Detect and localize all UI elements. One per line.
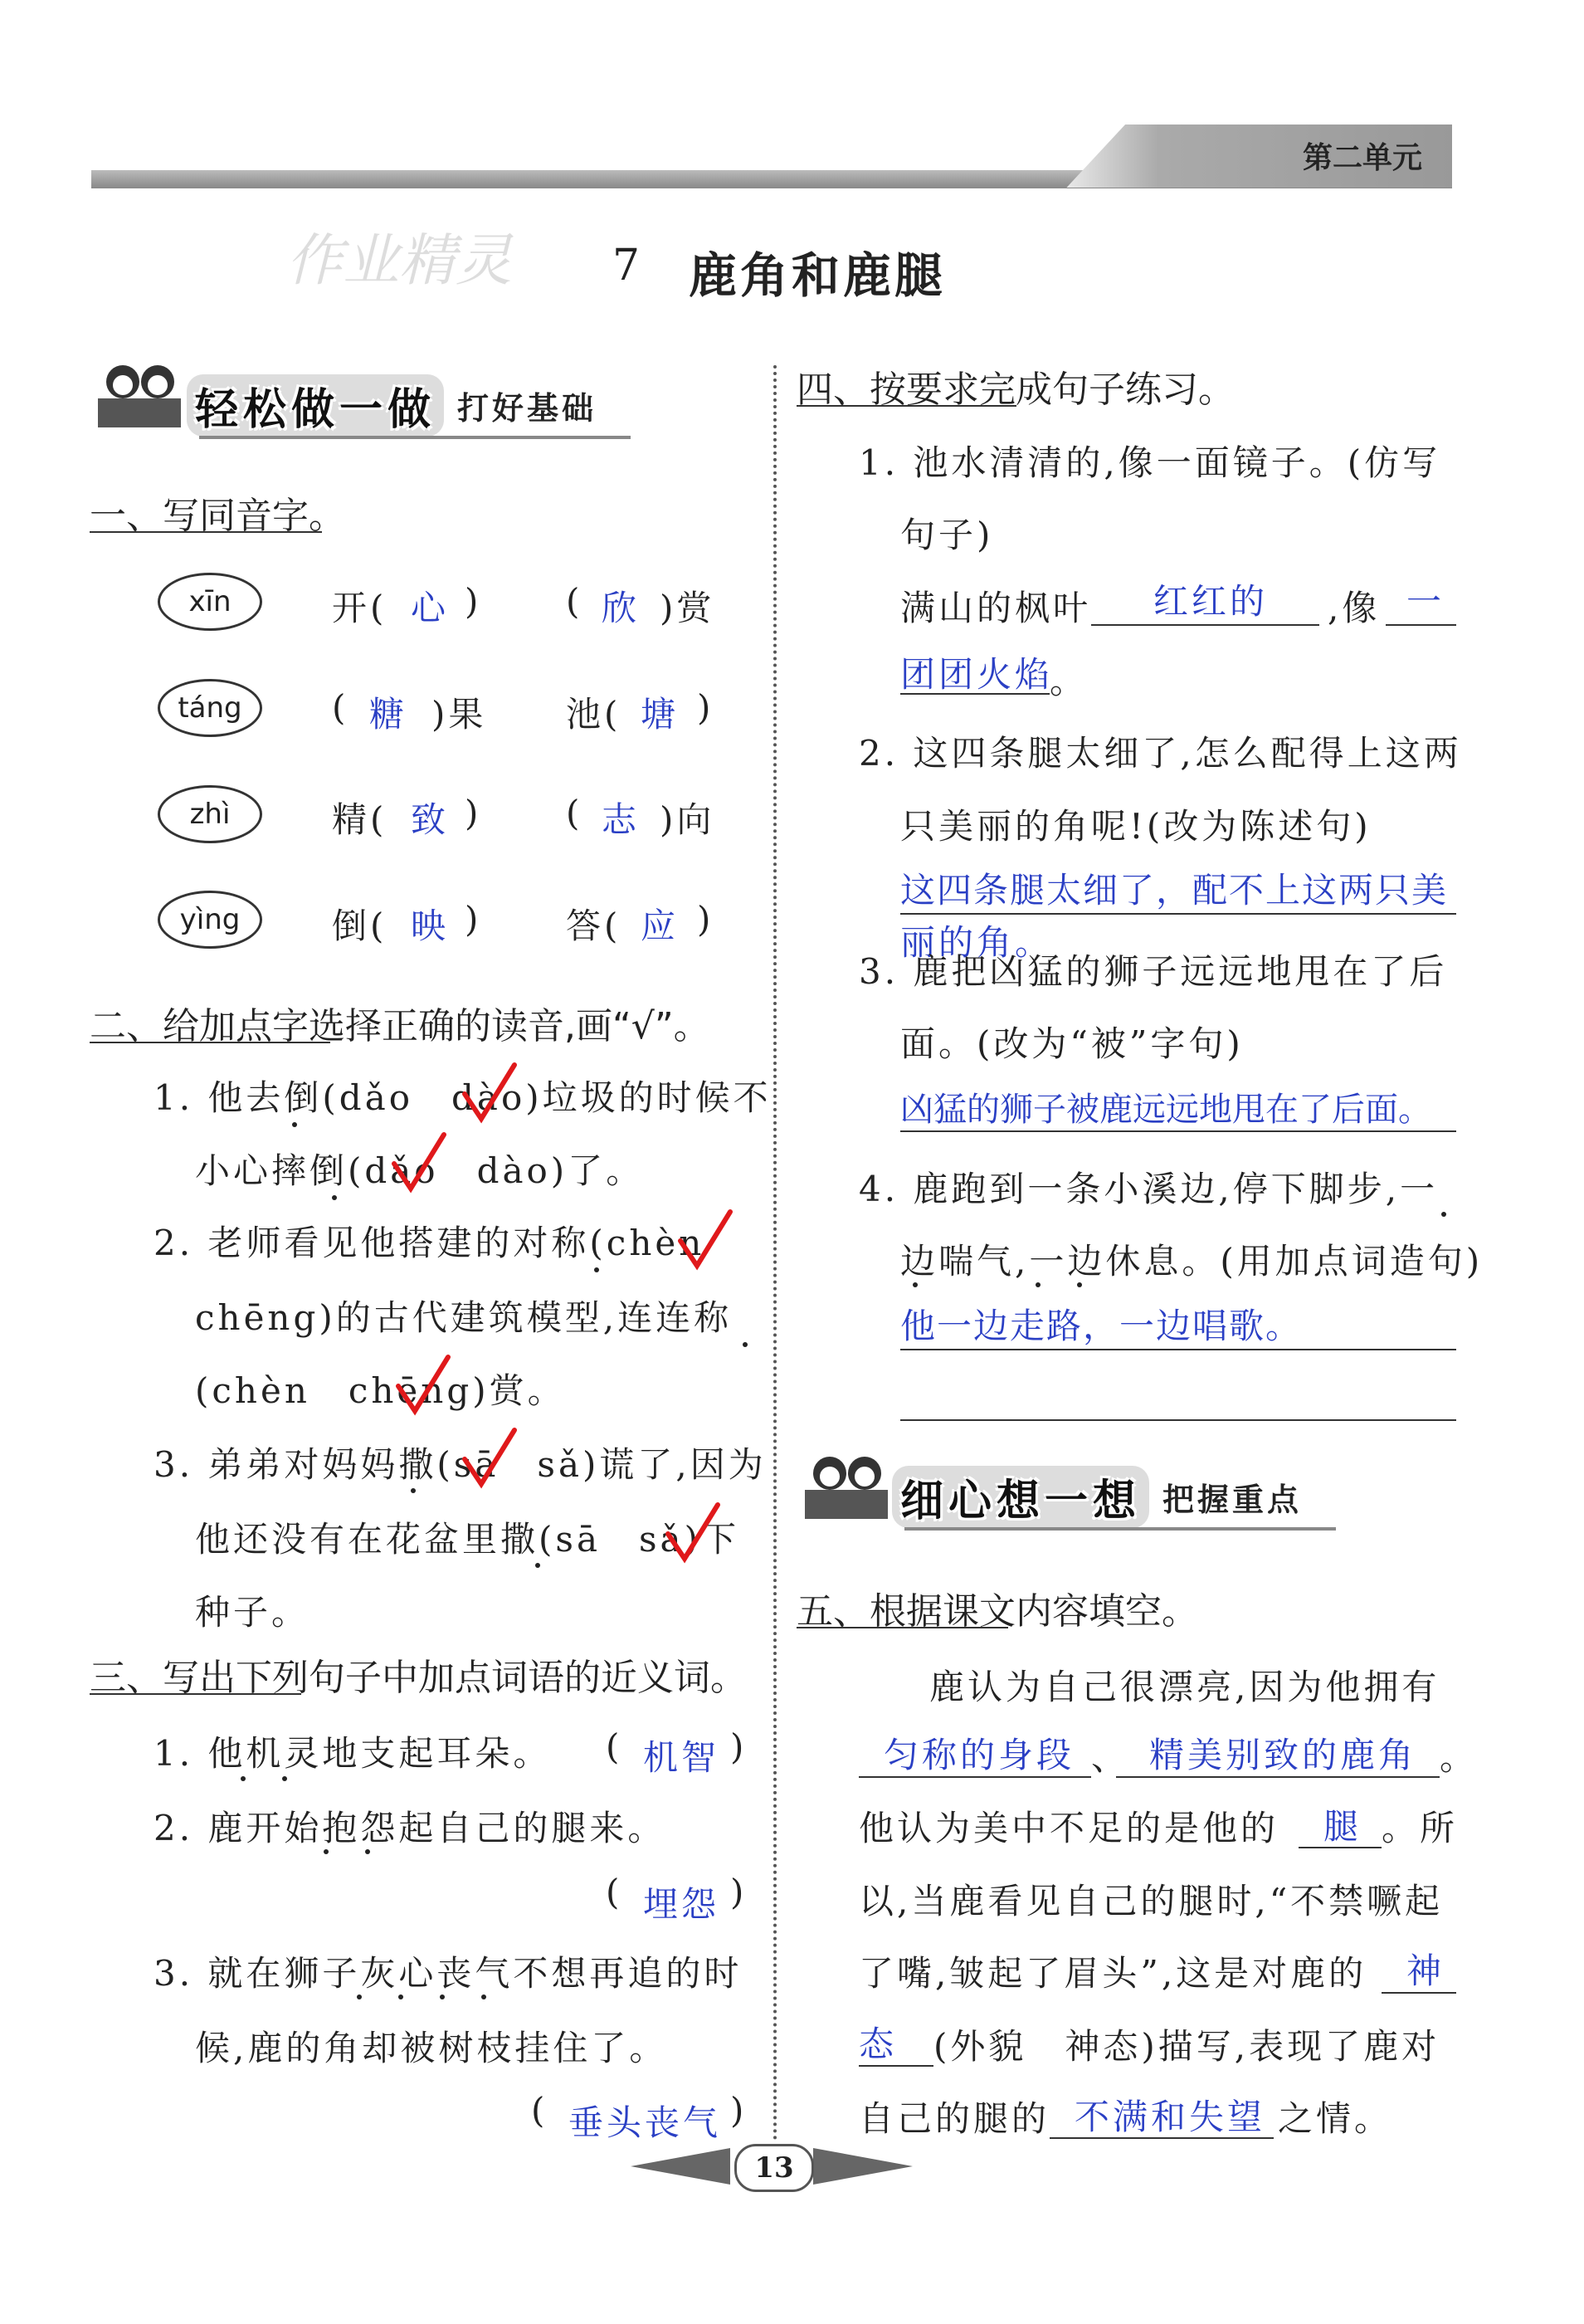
s1-r2-b-pre: 池( bbox=[566, 694, 621, 735]
s5-a3-blank bbox=[1299, 1847, 1382, 1848]
s4-q1-blank2 bbox=[1386, 624, 1456, 626]
pinyin-oval-1: xīn bbox=[158, 573, 262, 631]
s5-a2: 精美别致的鹿角 bbox=[1149, 1735, 1417, 1775]
banner-think-sub: 把握重点 bbox=[1162, 1481, 1303, 1518]
s4-a4: 他一边走路，一边唱歌。 bbox=[900, 1306, 1303, 1346]
s5-line-4: 以,当鹿看见自己的腿时,“不禁噘起 bbox=[859, 1881, 1444, 1921]
column-divider bbox=[773, 365, 777, 2141]
s4-q4-line1: 4. 鹿跑到一条小溪边,停下脚步,一 bbox=[859, 1169, 1439, 1209]
s5-line-7-pre: 自己的腿的 bbox=[859, 2098, 1050, 2139]
s2-line-7: 他还没有在花盆里撒(sā sǎ)下 bbox=[195, 1519, 739, 1560]
emphasis-dot bbox=[594, 1267, 599, 1272]
check-icon bbox=[461, 1061, 519, 1127]
s1-r4-a-pre: 倒( bbox=[332, 906, 387, 946]
s1-r3-a-pre: 精( bbox=[332, 799, 387, 840]
s2-line-5: (chèn chēng)赏。 bbox=[195, 1370, 566, 1411]
s5-a5: 不满和失望 bbox=[1075, 2097, 1266, 2137]
s2-line-1: 1. 他去倒(dǎo dào)垃圾的时候不 bbox=[154, 1077, 772, 1118]
lesson-title: 鹿角和鹿腿 bbox=[689, 247, 947, 304]
section-1-title: 一、写同音字。 bbox=[90, 495, 345, 537]
s1-r3-b-ans: 志 bbox=[602, 799, 641, 840]
s3-a3: 垂头丧气 bbox=[568, 2102, 722, 2143]
section-5-title: 五、根据课文内容填空。 bbox=[797, 1590, 1198, 1633]
emphasis-dot bbox=[411, 1488, 416, 1493]
s3-q3-line2: 候,鹿的角却被树枝挂住了。 bbox=[195, 2028, 668, 2068]
emphasis-dot bbox=[1441, 1212, 1446, 1217]
banner-think-title: 细心想一想 bbox=[892, 1466, 1149, 1528]
s4-q1-blank3 bbox=[900, 693, 1050, 695]
s2-line-8: 种子。 bbox=[195, 1592, 310, 1633]
page-number: 13 bbox=[754, 2151, 794, 2185]
emphasis-dot bbox=[241, 1776, 246, 1781]
s4-a3: 凶猛的狮子被鹿远远地甩在了后面。 bbox=[900, 1091, 1431, 1129]
emphasis-dot bbox=[292, 1122, 297, 1127]
watermark: 作业精灵 bbox=[286, 228, 513, 294]
s1-r1-b-ans: 欣 bbox=[602, 588, 641, 628]
s1-r2-b-ans: 塘 bbox=[641, 694, 680, 735]
s1-r1-a-ans: 心 bbox=[411, 588, 450, 628]
s3-a1: 机智 bbox=[643, 1737, 720, 1778]
s5-a2-blank bbox=[1116, 1776, 1440, 1778]
s3-q1-close: ) bbox=[730, 1726, 748, 1767]
check-icon bbox=[664, 1501, 722, 1567]
s4-q1-ans2: 一 bbox=[1406, 581, 1445, 622]
s2-line-6: 3. 弟弟对妈妈撒(sā sǎ)谎了,因为 bbox=[154, 1444, 767, 1485]
s1-r4-b-ans: 应 bbox=[641, 906, 680, 946]
s4-q1-blank bbox=[1091, 624, 1319, 626]
s3-q2-close: ) bbox=[730, 1872, 748, 1912]
emphasis-dot bbox=[324, 1849, 329, 1854]
s5-a5-blank bbox=[1050, 2137, 1274, 2139]
s5-line-3-post: 。所 bbox=[1382, 1808, 1459, 1848]
s5-a3: 腿 bbox=[1323, 1806, 1362, 1847]
s5-a1: 匀称的身段 bbox=[884, 1735, 1075, 1775]
check-icon bbox=[676, 1208, 734, 1274]
s4-a4-blank bbox=[900, 1349, 1456, 1350]
banner-practice-title: 轻松做一做 bbox=[187, 374, 444, 437]
s4-q3-line1: 3. 鹿把凶猛的狮子远远地甩在了后 bbox=[859, 951, 1448, 992]
s1-r3-a-ans: 致 bbox=[411, 799, 450, 840]
s3-q3-line1: 3. 就在狮子灰心丧气不想再追的时 bbox=[154, 1953, 743, 1994]
s4-q1-line2: 句子) bbox=[900, 515, 994, 555]
s5-line-1: 鹿认为自己很漂亮,因为他拥有 bbox=[929, 1667, 1440, 1707]
emphasis-dot bbox=[743, 1342, 748, 1347]
s1-r1-b-pre: ( bbox=[566, 581, 583, 622]
s3-q1: 1. 他机灵地支起耳朵。 bbox=[154, 1733, 552, 1774]
s4-q1-pre: 满山的枫叶 bbox=[900, 588, 1092, 628]
emphasis-dot bbox=[357, 1994, 362, 1999]
s5-line-7-post: 之情。 bbox=[1278, 2098, 1393, 2139]
s4-q1-ans: 红红的 bbox=[1153, 581, 1269, 622]
section-2-title: 二、给加点字选择正确的读音,画“√”。 bbox=[90, 1005, 710, 1047]
s5-line-6-post: (外貌 神态)描写,表现了鹿对 bbox=[933, 2026, 1440, 2067]
s3-q3-close: ) bbox=[730, 2090, 748, 2131]
emphasis-dot bbox=[282, 1776, 287, 1781]
s1-r2-b-post: ) bbox=[697, 687, 714, 728]
s1-r1-b-post: )赏 bbox=[660, 588, 715, 628]
s4-a4-blank2 bbox=[900, 1419, 1456, 1421]
s1-r1-a-post: ) bbox=[465, 581, 482, 622]
s1-r4-b-pre: 答( bbox=[566, 906, 621, 946]
s1-r2-a-ans: 糖 bbox=[369, 694, 408, 735]
section-5-underline bbox=[797, 1627, 1008, 1628]
s1-r3-a-post: ) bbox=[465, 793, 482, 833]
emphasis-dot bbox=[535, 1563, 540, 1568]
s1-r3-b-pre: ( bbox=[566, 793, 583, 833]
page-number-badge bbox=[734, 2144, 814, 2192]
s5-a1-blank bbox=[859, 1776, 1091, 1778]
s4-a3-blank bbox=[900, 1130, 1456, 1132]
s5-line-3-pre: 他认为美中不足的是他的 bbox=[859, 1808, 1279, 1848]
s5-sep: 、 bbox=[1091, 1737, 1130, 1778]
s2-line-3: 2. 老师看见他搭建的对称(chèn bbox=[154, 1223, 705, 1263]
s4-q1-end: 。 bbox=[1050, 661, 1089, 701]
s5-a4-blank bbox=[1382, 1992, 1456, 1994]
banner-underline bbox=[199, 436, 631, 439]
emphasis-dot bbox=[332, 1195, 337, 1200]
s4-a2-line1: 这四条腿太细了，配不上这两只美 bbox=[900, 870, 1449, 911]
s5-line-5-pre: 了嘴,皱起了眉头”,这是对鹿的 bbox=[859, 1953, 1367, 1994]
s4-q3-line2: 面。(改为“被”字句) bbox=[900, 1023, 1244, 1064]
lesson-number: 7 bbox=[612, 241, 641, 290]
emphasis-dot bbox=[1077, 1282, 1082, 1287]
s4-q2-line1: 2. 这四条腿太细了,怎么配得上这两 bbox=[859, 733, 1462, 774]
s3-a2: 埋怨 bbox=[643, 1884, 720, 1925]
s1-r2-a-pre: ( bbox=[332, 687, 349, 728]
s5-a4-blank2 bbox=[859, 2065, 933, 2067]
s5-a4b: 态 bbox=[859, 2024, 898, 2064]
pinyin-oval-4: yìng bbox=[158, 891, 262, 949]
s2-line-2: 小心摔倒(dǎo dào)了。 bbox=[195, 1150, 645, 1191]
section-2-underline bbox=[90, 1042, 330, 1043]
s3-q3-open: ( bbox=[531, 2090, 548, 2131]
s1-r3-b-post: )向 bbox=[660, 799, 715, 840]
s5-end: 。 bbox=[1440, 1737, 1479, 1778]
emphasis-dot bbox=[398, 1994, 403, 1999]
check-icon bbox=[390, 1130, 448, 1197]
banner-underline bbox=[904, 1527, 1336, 1531]
kids-desk-icon bbox=[90, 357, 189, 436]
section-1-underline bbox=[90, 531, 322, 533]
emphasis-dot bbox=[1036, 1282, 1041, 1287]
section-3-underline bbox=[90, 1693, 301, 1695]
emphasis-dot bbox=[913, 1282, 918, 1287]
s1-r1-a-pre: 开( bbox=[332, 588, 387, 628]
s1-r4-a-post: ) bbox=[465, 899, 482, 940]
check-icon bbox=[461, 1426, 519, 1492]
unit-label: 第二单元 bbox=[1303, 141, 1423, 175]
s3-q1-open: ( bbox=[606, 1726, 623, 1767]
pinyin-oval-3: zhì bbox=[158, 785, 262, 843]
emphasis-dot bbox=[481, 1994, 486, 1999]
section-4-underline bbox=[797, 405, 1016, 407]
pinyin-oval-2: táng bbox=[158, 679, 262, 737]
kids-desk-icon bbox=[797, 1448, 896, 1527]
s4-q4-line2: 边喘气,一边休息。(用加点词造句) bbox=[900, 1241, 1484, 1282]
emphasis-dot bbox=[440, 1994, 445, 1999]
s4-q1-line1: 1. 池水清清的,像一面镜子。(仿写 bbox=[859, 442, 1441, 483]
s4-q1-mid: ,像 bbox=[1328, 588, 1381, 628]
s4-a2-line2: 丽的角。 bbox=[900, 922, 1054, 963]
section-3-title: 三、写出下列句子中加点词语的近义词。 bbox=[90, 1657, 747, 1699]
s1-r4-b-post: ) bbox=[697, 899, 714, 940]
s1-r2-a-post: )果 bbox=[431, 694, 487, 735]
s2-line-4: chēng)的古代建筑模型,连连称 bbox=[195, 1297, 733, 1338]
banner-think bbox=[892, 1457, 1302, 1536]
s1-r4-a-ans: 映 bbox=[411, 906, 450, 946]
s4-q2-line2: 只美丽的角呢!(改为陈述句) bbox=[900, 806, 1372, 847]
check-icon bbox=[394, 1353, 452, 1419]
section-4-title: 四、按要求完成句子练习。 bbox=[797, 369, 1235, 411]
s3-q2: 2. 鹿开始抱怨起自己的腿来。 bbox=[154, 1808, 666, 1848]
banner-practice bbox=[187, 365, 597, 445]
banner-practice-sub: 打好基础 bbox=[457, 389, 597, 427]
s4-a2-blank bbox=[900, 913, 1456, 915]
emphasis-dot bbox=[365, 1849, 370, 1854]
s3-q2-open: ( bbox=[606, 1872, 623, 1912]
s5-a4a: 神 bbox=[1406, 1950, 1445, 1991]
s4-q1-ans-cont: 团团火焰 bbox=[900, 654, 1054, 695]
